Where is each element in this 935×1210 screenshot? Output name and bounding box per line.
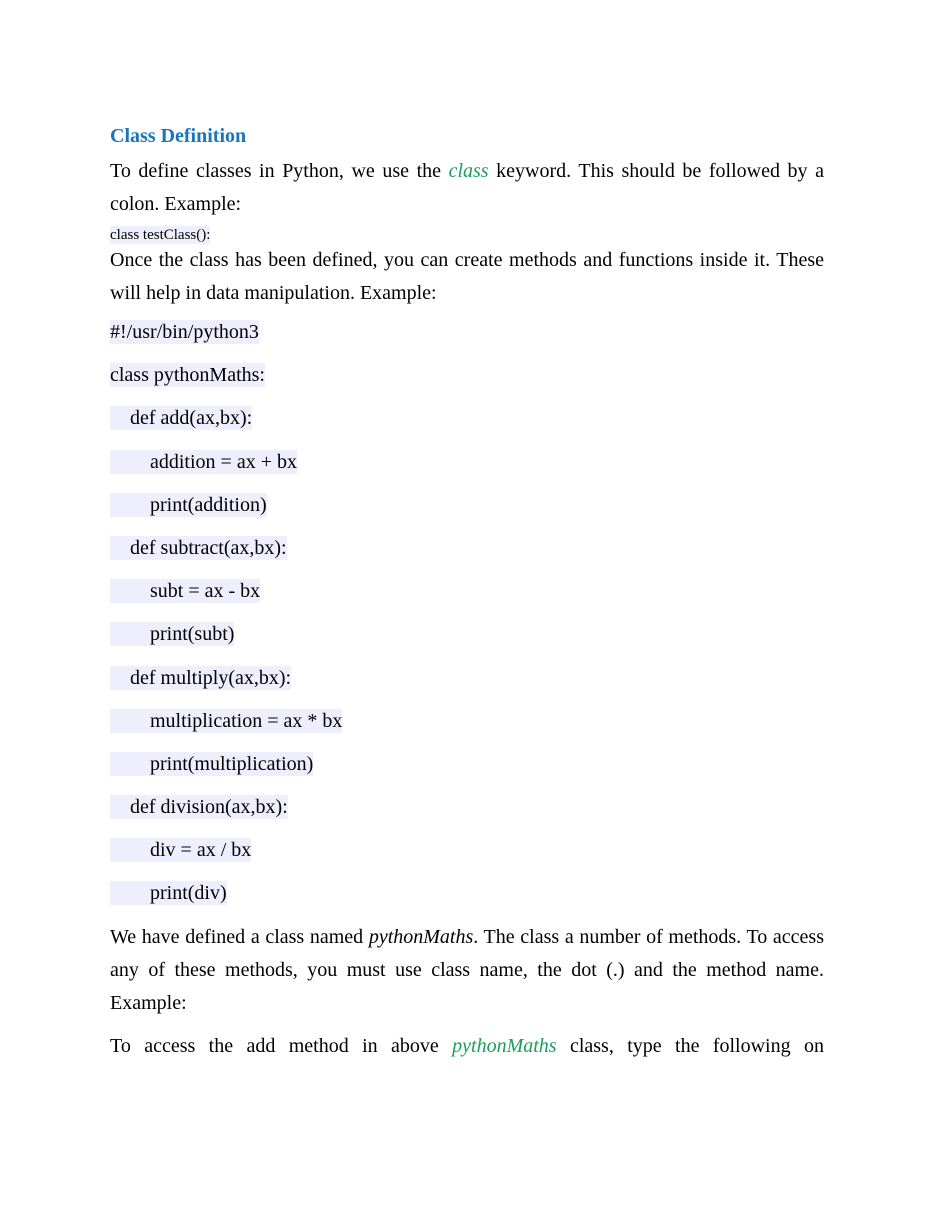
code-line: [110, 881, 824, 911]
code-text: def multiply(ax,bx):: [110, 666, 292, 689]
code-line: [110, 752, 824, 795]
inline-code-example: class testClass():: [110, 227, 211, 243]
code-text: print(addition): [110, 493, 267, 516]
code-text: subt = ax - bx: [110, 580, 261, 603]
section-heading: Class Definition: [110, 125, 247, 147]
code-line: [110, 622, 824, 665]
document-content: [110, 122, 824, 1063]
code-line: [110, 406, 824, 449]
code-text: def subtract(ax,bx):: [110, 536, 287, 559]
code-text: class pythonMaths:: [110, 364, 265, 387]
code-line: [110, 795, 824, 838]
code-text: print(multiplication): [110, 752, 314, 775]
text: We have defined a class named: [110, 926, 369, 949]
class-name-highlight: pythonMaths: [452, 1035, 557, 1058]
code-text: #!/usr/bin/python3: [110, 321, 259, 343]
text: . The class a number of methods. To access any of these methods, you must use class name, the dot (.) and the method name. Example:: [110, 926, 824, 1015]
code-line: [110, 450, 824, 493]
text: keyword. This should be followed by a colon. Example:: [110, 160, 824, 215]
code-text: print(div): [110, 882, 227, 905]
code-text: div = ax / bx: [110, 839, 252, 862]
keyword-class: class: [448, 160, 489, 182]
code-line: [110, 320, 824, 363]
code-text: addition = ax + bx: [110, 450, 297, 473]
text: To define classes in Python, we use the: [110, 160, 449, 182]
paragraph-class-explanation: [110, 921, 824, 1020]
paragraph-methods-intro: Once the class has been defined, you can create methods and functions inside it. These will help in data manipulation. Example:: [110, 249, 824, 304]
code-line: [110, 363, 824, 406]
paragraph-access-method: [110, 1030, 824, 1063]
class-name-italic: pythonMaths: [368, 926, 474, 949]
code-text: multiplication = ax * bx: [110, 709, 343, 732]
code-line: [110, 493, 824, 536]
code-line: [110, 838, 824, 881]
code-text: def division(ax,bx):: [110, 796, 288, 819]
paragraph-class-intro: [110, 155, 824, 221]
code-line: [110, 709, 824, 752]
text: class, type the following on: [556, 1035, 824, 1058]
code-line: [110, 579, 824, 622]
code-text: def add(ax,bx):: [110, 407, 253, 430]
code-line: [110, 536, 824, 579]
code-line: [110, 666, 824, 709]
code-text: print(subt): [110, 623, 235, 646]
code-block: [110, 320, 824, 911]
text: To access the add method in above: [110, 1035, 453, 1058]
